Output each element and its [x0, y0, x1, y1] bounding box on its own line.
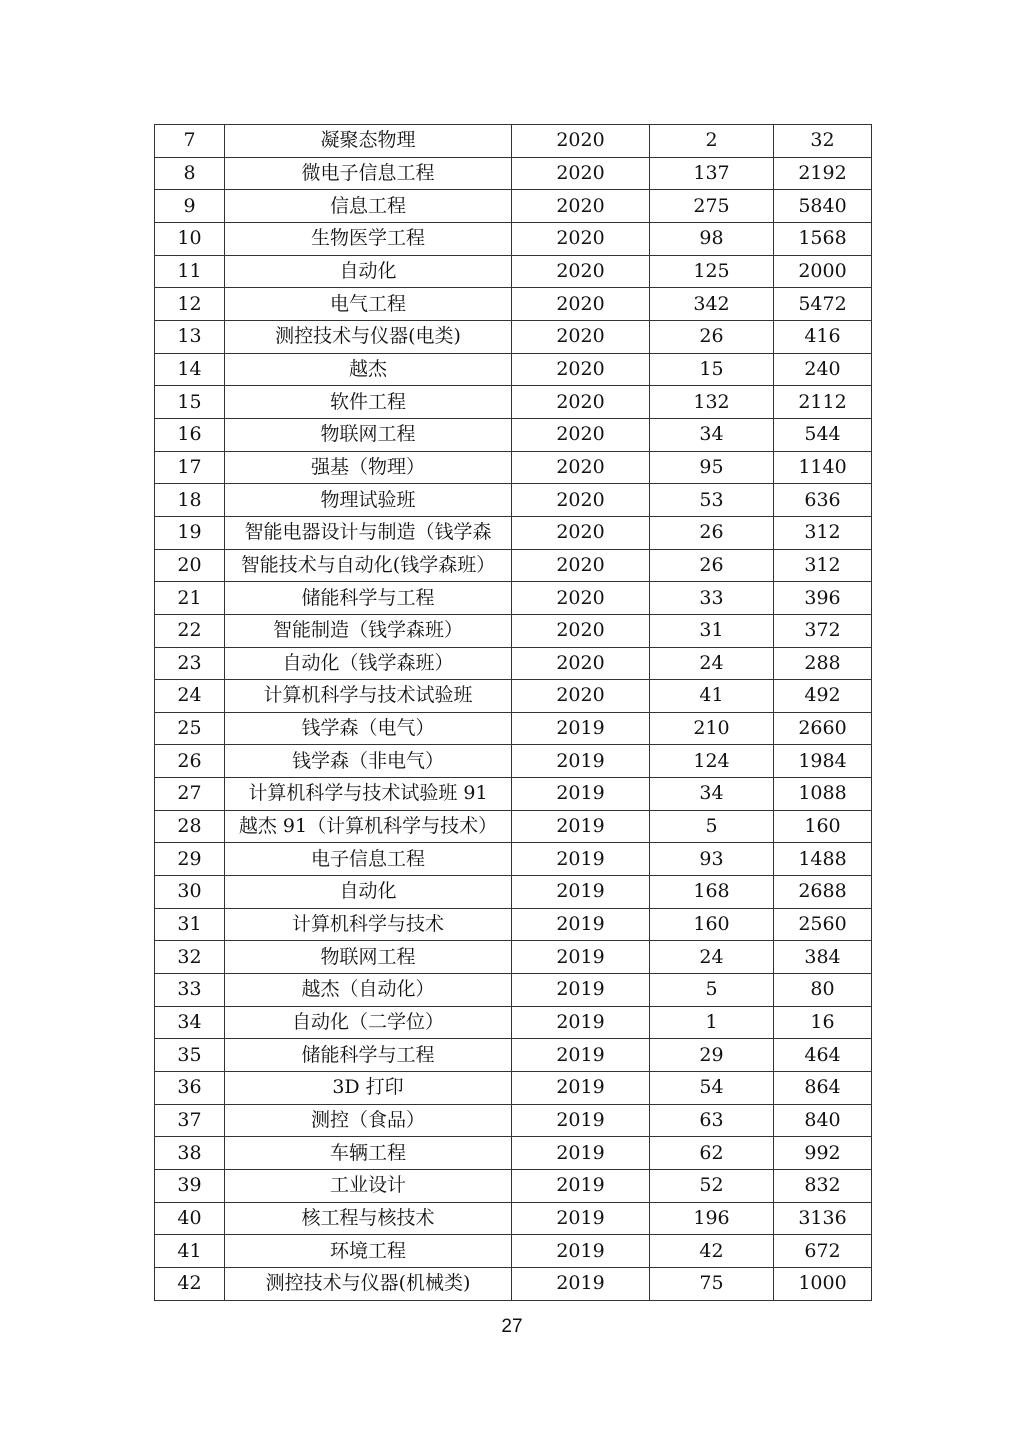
year-cell: 2019 — [512, 1202, 650, 1235]
total-cell: 312 — [774, 516, 872, 549]
year-cell: 2019 — [512, 1039, 650, 1072]
table-row — [155, 1235, 872, 1268]
total-cell: 416 — [774, 320, 872, 353]
total-cell: 372 — [774, 614, 872, 647]
year-cell: 2020 — [512, 190, 650, 223]
year-cell: 2020 — [512, 680, 650, 713]
table-row — [155, 549, 872, 582]
table-row — [155, 843, 872, 876]
total-cell: 1488 — [774, 843, 872, 876]
total-cell: 288 — [774, 647, 872, 680]
row-number-cell: 8 — [155, 157, 225, 190]
program-name-cell: 核工程与核技术 — [225, 1202, 512, 1235]
count-cell: 342 — [650, 288, 774, 321]
table-row — [155, 745, 872, 778]
program-name-cell: 3D 打印 — [225, 1072, 512, 1105]
count-cell: 93 — [650, 843, 774, 876]
count-cell: 24 — [650, 941, 774, 974]
row-number-cell: 21 — [155, 582, 225, 615]
count-cell: 62 — [650, 1137, 774, 1170]
table-row — [155, 418, 872, 451]
row-number-cell: 24 — [155, 680, 225, 713]
row-number-cell: 42 — [155, 1267, 225, 1300]
year-cell: 2019 — [512, 1235, 650, 1268]
row-number-cell: 32 — [155, 941, 225, 974]
table-row — [155, 582, 872, 615]
program-name-cell: 微电子信息工程 — [225, 157, 512, 190]
program-name-cell: 自动化（二学位） — [225, 1006, 512, 1039]
program-name-cell: 电子信息工程 — [225, 843, 512, 876]
count-cell: 168 — [650, 876, 774, 909]
year-cell: 2019 — [512, 1170, 650, 1203]
row-number-cell: 11 — [155, 255, 225, 288]
program-name-cell: 自动化 — [225, 876, 512, 909]
program-name-cell: 钱学森（非电气） — [225, 745, 512, 778]
total-cell: 544 — [774, 418, 872, 451]
total-cell: 32 — [774, 125, 872, 158]
table-row — [155, 255, 872, 288]
count-cell: 124 — [650, 745, 774, 778]
program-name-cell: 物理试验班 — [225, 484, 512, 517]
program-name-cell: 储能科学与工程 — [225, 1039, 512, 1072]
table-row — [155, 222, 872, 255]
row-number-cell: 10 — [155, 222, 225, 255]
row-number-cell: 31 — [155, 908, 225, 941]
total-cell: 384 — [774, 941, 872, 974]
table-row — [155, 974, 872, 1007]
count-cell: 275 — [650, 190, 774, 223]
program-name-cell: 测控技术与仪器(机械类) — [225, 1267, 512, 1300]
year-cell: 2020 — [512, 353, 650, 386]
row-number-cell: 7 — [155, 125, 225, 158]
count-cell: 160 — [650, 908, 774, 941]
year-cell: 2019 — [512, 941, 650, 974]
year-cell: 2020 — [512, 582, 650, 615]
row-number-cell: 23 — [155, 647, 225, 680]
program-name-cell: 计算机科学与技术试验班 — [225, 680, 512, 713]
total-cell: 5840 — [774, 190, 872, 223]
table-row — [155, 1170, 872, 1203]
year-cell: 2019 — [512, 876, 650, 909]
total-cell: 840 — [774, 1104, 872, 1137]
row-number-cell: 12 — [155, 288, 225, 321]
total-cell: 2660 — [774, 712, 872, 745]
table-row — [155, 484, 872, 517]
row-number-cell: 29 — [155, 843, 225, 876]
count-cell: 5 — [650, 974, 774, 1007]
row-number-cell: 19 — [155, 516, 225, 549]
row-number-cell: 17 — [155, 451, 225, 484]
row-number-cell: 41 — [155, 1235, 225, 1268]
count-cell: 1 — [650, 1006, 774, 1039]
total-cell: 1984 — [774, 745, 872, 778]
table-body — [155, 125, 872, 1301]
year-cell: 2019 — [512, 908, 650, 941]
program-name-cell: 环境工程 — [225, 1235, 512, 1268]
table-row — [155, 647, 872, 680]
program-name-cell: 物联网工程 — [225, 418, 512, 451]
count-cell: 196 — [650, 1202, 774, 1235]
table-row — [155, 778, 872, 811]
count-cell: 2 — [650, 125, 774, 158]
count-cell: 24 — [650, 647, 774, 680]
count-cell: 137 — [650, 157, 774, 190]
table-row — [155, 320, 872, 353]
total-cell: 672 — [774, 1235, 872, 1268]
count-cell: 34 — [650, 778, 774, 811]
table-row — [155, 1039, 872, 1072]
table-row — [155, 810, 872, 843]
program-name-cell: 测控技术与仪器(电类) — [225, 320, 512, 353]
total-cell: 832 — [774, 1170, 872, 1203]
program-name-cell: 信息工程 — [225, 190, 512, 223]
total-cell: 2000 — [774, 255, 872, 288]
program-name-cell: 测控（食品） — [225, 1104, 512, 1137]
table-row — [155, 1137, 872, 1170]
row-number-cell: 18 — [155, 484, 225, 517]
count-cell: 132 — [650, 386, 774, 419]
year-cell: 2020 — [512, 320, 650, 353]
row-number-cell: 28 — [155, 810, 225, 843]
program-name-cell: 智能制造（钱学森班） — [225, 614, 512, 647]
count-cell: 95 — [650, 451, 774, 484]
year-cell: 2019 — [512, 1267, 650, 1300]
data-table — [154, 124, 872, 1301]
year-cell: 2019 — [512, 1006, 650, 1039]
table-row — [155, 941, 872, 974]
row-number-cell: 34 — [155, 1006, 225, 1039]
year-cell: 2019 — [512, 843, 650, 876]
count-cell: 52 — [650, 1170, 774, 1203]
program-name-cell: 计算机科学与技术 — [225, 908, 512, 941]
row-number-cell: 13 — [155, 320, 225, 353]
total-cell: 2112 — [774, 386, 872, 419]
table-row — [155, 1104, 872, 1137]
program-name-cell: 自动化 — [225, 255, 512, 288]
table-row — [155, 1202, 872, 1235]
count-cell: 26 — [650, 516, 774, 549]
program-name-cell: 越杰 — [225, 353, 512, 386]
total-cell: 636 — [774, 484, 872, 517]
year-cell: 2020 — [512, 386, 650, 419]
total-cell: 1140 — [774, 451, 872, 484]
count-cell: 210 — [650, 712, 774, 745]
program-name-cell: 物联网工程 — [225, 941, 512, 974]
total-cell: 1088 — [774, 778, 872, 811]
total-cell: 312 — [774, 549, 872, 582]
row-number-cell: 14 — [155, 353, 225, 386]
program-name-cell: 智能电器设计与制造（钱学森 — [225, 516, 512, 549]
year-cell: 2020 — [512, 484, 650, 517]
total-cell: 5472 — [774, 288, 872, 321]
program-name-cell: 智能技术与自动化(钱学森班） — [225, 549, 512, 582]
count-cell: 63 — [650, 1104, 774, 1137]
table-row — [155, 1267, 872, 1300]
total-cell: 492 — [774, 680, 872, 713]
table-row — [155, 680, 872, 713]
row-number-cell: 26 — [155, 745, 225, 778]
table-row — [155, 908, 872, 941]
count-cell: 29 — [650, 1039, 774, 1072]
total-cell: 2560 — [774, 908, 872, 941]
program-name-cell: 自动化（钱学森班） — [225, 647, 512, 680]
row-number-cell: 40 — [155, 1202, 225, 1235]
count-cell: 31 — [650, 614, 774, 647]
program-name-cell: 储能科学与工程 — [225, 582, 512, 615]
year-cell: 2020 — [512, 451, 650, 484]
count-cell: 42 — [650, 1235, 774, 1268]
table-row — [155, 157, 872, 190]
year-cell: 2019 — [512, 810, 650, 843]
program-name-cell: 生物医学工程 — [225, 222, 512, 255]
table-row — [155, 125, 872, 158]
year-cell: 2019 — [512, 712, 650, 745]
row-number-cell: 35 — [155, 1039, 225, 1072]
count-cell: 15 — [650, 353, 774, 386]
count-cell: 26 — [650, 549, 774, 582]
total-cell: 864 — [774, 1072, 872, 1105]
year-cell: 2020 — [512, 647, 650, 680]
program-name-cell: 车辆工程 — [225, 1137, 512, 1170]
total-cell: 160 — [774, 810, 872, 843]
row-number-cell: 20 — [155, 549, 225, 582]
table-row — [155, 386, 872, 419]
program-name-cell: 强基（物理） — [225, 451, 512, 484]
row-number-cell: 22 — [155, 614, 225, 647]
program-name-cell: 钱学森（电气） — [225, 712, 512, 745]
program-name-cell: 软件工程 — [225, 386, 512, 419]
count-cell: 98 — [650, 222, 774, 255]
table-row — [155, 353, 872, 386]
total-cell: 396 — [774, 582, 872, 615]
table-row — [155, 1072, 872, 1105]
year-cell: 2020 — [512, 288, 650, 321]
row-number-cell: 16 — [155, 418, 225, 451]
total-cell: 2688 — [774, 876, 872, 909]
table-row — [155, 876, 872, 909]
table-row — [155, 190, 872, 223]
year-cell: 2020 — [512, 222, 650, 255]
total-cell: 80 — [774, 974, 872, 1007]
table-row — [155, 614, 872, 647]
count-cell: 125 — [650, 255, 774, 288]
year-cell: 2020 — [512, 157, 650, 190]
year-cell: 2019 — [512, 745, 650, 778]
year-cell: 2020 — [512, 614, 650, 647]
count-cell: 75 — [650, 1267, 774, 1300]
year-cell: 2019 — [512, 974, 650, 1007]
year-cell: 2019 — [512, 1137, 650, 1170]
program-name-cell: 工业设计 — [225, 1170, 512, 1203]
count-cell: 33 — [650, 582, 774, 615]
row-number-cell: 15 — [155, 386, 225, 419]
count-cell: 34 — [650, 418, 774, 451]
row-number-cell: 36 — [155, 1072, 225, 1105]
year-cell: 2020 — [512, 549, 650, 582]
total-cell: 464 — [774, 1039, 872, 1072]
year-cell: 2020 — [512, 125, 650, 158]
total-cell: 16 — [774, 1006, 872, 1039]
program-name-cell: 越杰（自动化） — [225, 974, 512, 1007]
table-row — [155, 516, 872, 549]
year-cell: 2020 — [512, 418, 650, 451]
year-cell: 2019 — [512, 1104, 650, 1137]
page-number: 27 — [501, 1316, 523, 1337]
count-cell: 54 — [650, 1072, 774, 1105]
table-row — [155, 712, 872, 745]
total-cell: 240 — [774, 353, 872, 386]
row-number-cell: 25 — [155, 712, 225, 745]
table-row — [155, 288, 872, 321]
row-number-cell: 38 — [155, 1137, 225, 1170]
program-name-cell: 电气工程 — [225, 288, 512, 321]
count-cell: 5 — [650, 810, 774, 843]
table-row — [155, 1006, 872, 1039]
row-number-cell: 33 — [155, 974, 225, 1007]
count-cell: 41 — [650, 680, 774, 713]
year-cell: 2020 — [512, 255, 650, 288]
count-cell: 26 — [650, 320, 774, 353]
total-cell: 2192 — [774, 157, 872, 190]
program-name-cell: 凝聚态物理 — [225, 125, 512, 158]
total-cell: 1568 — [774, 222, 872, 255]
total-cell: 3136 — [774, 1202, 872, 1235]
year-cell: 2019 — [512, 1072, 650, 1105]
program-name-cell: 计算机科学与技术试验班 91 — [225, 778, 512, 811]
row-number-cell: 39 — [155, 1170, 225, 1203]
program-name-cell: 越杰 91（计算机科学与技术） — [225, 810, 512, 843]
count-cell: 53 — [650, 484, 774, 517]
row-number-cell: 37 — [155, 1104, 225, 1137]
year-cell: 2020 — [512, 516, 650, 549]
row-number-cell: 30 — [155, 876, 225, 909]
total-cell: 992 — [774, 1137, 872, 1170]
row-number-cell: 27 — [155, 778, 225, 811]
year-cell: 2019 — [512, 778, 650, 811]
table-row — [155, 451, 872, 484]
total-cell: 1000 — [774, 1267, 872, 1300]
row-number-cell: 9 — [155, 190, 225, 223]
